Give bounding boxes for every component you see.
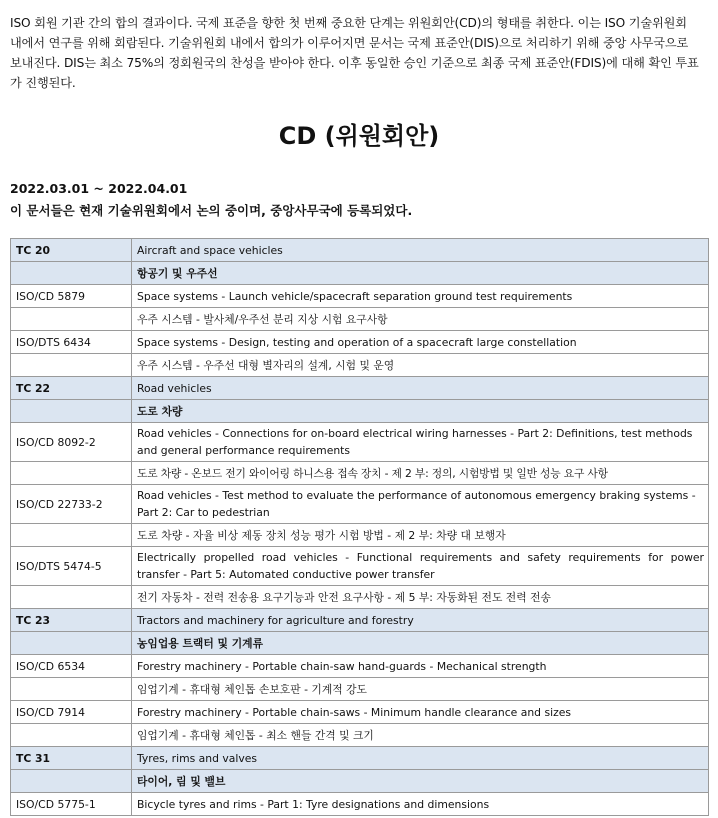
committee-name-en: Tyres, rims and valves: [132, 747, 709, 770]
document-row: [11, 655, 709, 678]
committee-name-ko: 농임업용 트랙터 및 기계류: [132, 632, 709, 655]
empty-cell: [11, 770, 132, 793]
document-title-en: Electrically propelled road vehicles - Functional requirements and safety requirements for power transfer - Part 5: Automated conductive power transfer: [132, 547, 709, 586]
document-row: [11, 485, 709, 524]
empty-cell: [11, 462, 132, 485]
empty-cell: [11, 524, 132, 547]
empty-cell: [11, 586, 132, 609]
committee-row: [11, 609, 709, 632]
date-range: 2022.03.01 ~ 2022.04.01: [10, 181, 188, 196]
document-row: [11, 793, 709, 816]
document-row-ko: [11, 586, 709, 609]
committee-row-ko: [11, 632, 709, 655]
empty-cell: [11, 632, 132, 655]
document-row: [11, 547, 709, 586]
document-title-ko: 우주 시스템 - 발사체/우주선 분리 지상 시험 요구사항: [132, 308, 709, 331]
committee-name-en: Road vehicles: [132, 377, 709, 400]
page-title: CD (위원회안): [278, 122, 440, 150]
committee-code: TC 23: [11, 609, 132, 632]
document-row: [11, 423, 709, 462]
document-title-en: Space systems - Launch vehicle/spacecraft separation ground test requirements: [132, 285, 709, 308]
document-row-ko: [11, 308, 709, 331]
document-title-ko: 도로 차량 - 자율 비상 제동 장치 성능 평가 시험 방법 - 제 2 부: 차량 대 보행자: [132, 524, 709, 547]
committee-code: TC 20: [11, 239, 132, 262]
empty-cell: [11, 354, 132, 377]
document-title-en: Forestry machinery - Portable chain-saws - Minimum handle clearance and sizes: [132, 701, 709, 724]
document-row-ko: [11, 724, 709, 747]
empty-cell: [11, 308, 132, 331]
empty-cell: [11, 262, 132, 285]
document-row: [11, 285, 709, 308]
document-title-en: Road vehicles - Test method to evaluate the performance of autonomous emergency braking systems - Part 2: Car to pedestrian: [132, 485, 709, 524]
committee-name-en: Tractors and machinery for agriculture and forestry: [132, 609, 709, 632]
committee-name-en: Aircraft and space vehicles: [132, 239, 709, 262]
status-note: 이 문서들은 현재 기술위원회에서 논의 중이며, 중앙사무국에 등록되었다.: [10, 203, 413, 218]
document-row-ko: [11, 678, 709, 701]
document-id: ISO/CD 5775-1: [11, 793, 132, 816]
committee-row: [11, 377, 709, 400]
empty-cell: [11, 678, 132, 701]
committee-name-ko: 도로 차량: [132, 400, 709, 423]
intro-paragraph: ISO 회원 기관 간의 합의 결과이다. 국제 표준을 향한 첫 번째 중요한 단계는 위원회안(CD)의 형태를 취한다. 이는 ISO 기술위원회 내에서 연구를 위해 회람된다. 기술위원회 내에서 합의가 이루어지면 문서는 국제 표준안(DIS)으로 처리하기 위해 중앙 사무국으로 보내진다. DIS는 최소 75%의 정회원국의 찬성을 받아야 한다. 이후 동일한 승인 기준으로 최종 국제 표준안(FDIS)에 대해 확인 투표가 진행된다.: [10, 16, 699, 90]
document-row-ko: [11, 524, 709, 547]
empty-cell: [11, 400, 132, 423]
committee-row: [11, 239, 709, 262]
document-row: [11, 331, 709, 354]
committee-row: [11, 747, 709, 770]
document-id: ISO/CD 5879: [11, 285, 132, 308]
document-row-ko: [11, 354, 709, 377]
document-title-en: Bicycle tyres and rims - Part 1: Tyre designations and dimensions: [132, 793, 709, 816]
document-id: ISO/CD 7914: [11, 701, 132, 724]
committee-code: TC 22: [11, 377, 132, 400]
document-id: ISO/DTS 5474-5: [11, 547, 132, 586]
document-id: ISO/DTS 6434: [11, 331, 132, 354]
document-row: [11, 701, 709, 724]
committee-name-ko: 항공기 및 우주선: [132, 262, 709, 285]
document-title-ko: 전기 자동차 - 전력 전송용 요구기능과 안전 요구사항 - 제 5 부: 자동화된 전도 전력 전송: [132, 586, 709, 609]
document-id: ISO/CD 22733-2: [11, 485, 132, 524]
document-id: ISO/CD 6534: [11, 655, 132, 678]
committee-name-ko: 타이어, 림 및 밸브: [132, 770, 709, 793]
committee-row-ko: [11, 262, 709, 285]
document-title-ko: 임업기계 - 휴대형 체인톱 손보호판 - 기계적 강도: [132, 678, 709, 701]
empty-cell: [11, 724, 132, 747]
committee-row-ko: [11, 770, 709, 793]
document-title-ko: 도로 차량 - 온보드 전기 와이어링 하니스용 접속 장치 - 제 2 부: 정의, 시험방법 및 일반 성능 요구 사항: [132, 462, 709, 485]
document-title-en: Road vehicles - Connections for on-board electrical wiring harnesses - Part 2: Definitions, test methods and general performance requirements: [132, 423, 709, 462]
document-row-ko: [11, 462, 709, 485]
standards-table: [10, 238, 709, 816]
document-title-en: Space systems - Design, testing and operation of a spacecraft large constellation: [132, 331, 709, 354]
document-title-en: Forestry machinery - Portable chain-saw hand-guards - Mechanical strength: [132, 655, 709, 678]
document-id: ISO/CD 8092-2: [11, 423, 132, 462]
committee-code: TC 31: [11, 747, 132, 770]
committee-row-ko: [11, 400, 709, 423]
document-title-ko: 임업기계 - 휴대형 체인톱 - 최소 핸들 간격 및 크기: [132, 724, 709, 747]
document-title-ko: 우주 시스템 - 우주선 대형 별자리의 설계, 시험 및 운영: [132, 354, 709, 377]
